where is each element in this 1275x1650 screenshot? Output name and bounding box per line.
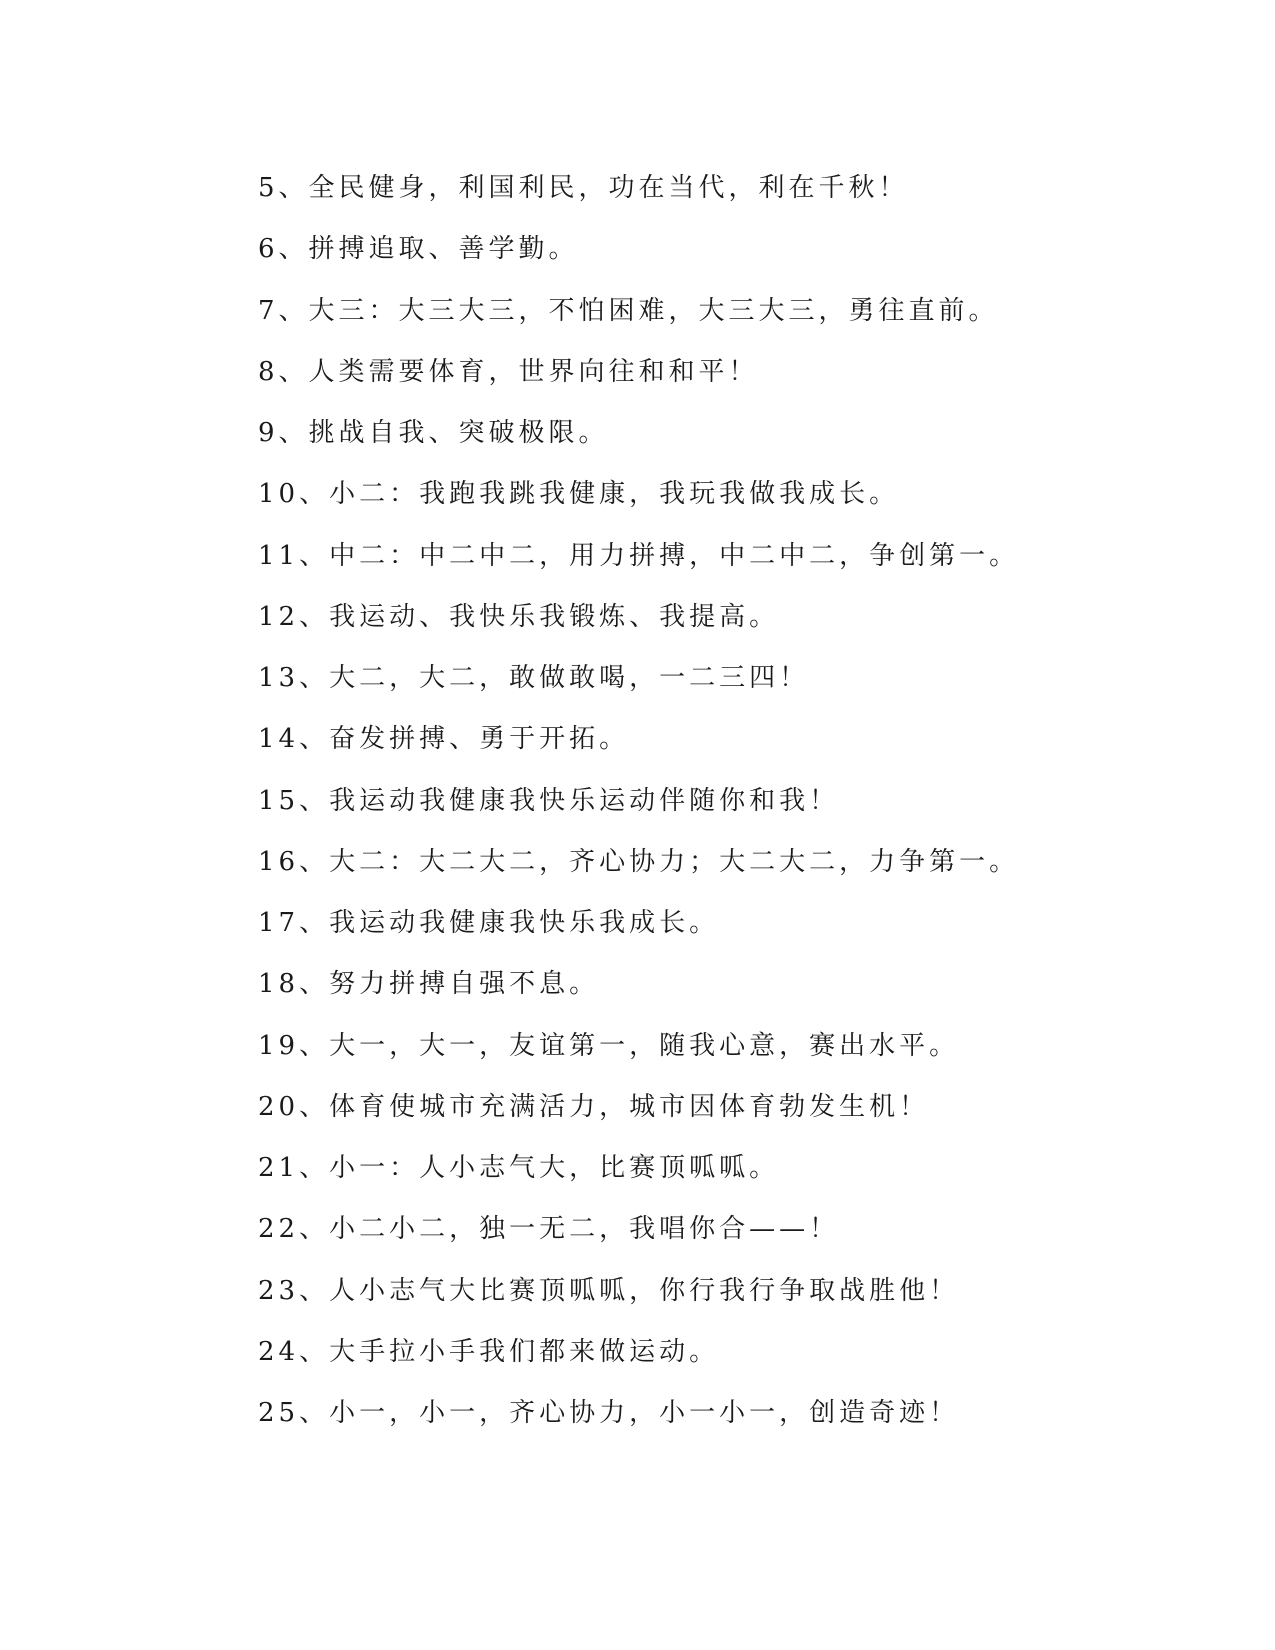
slogan-line: 14、奋发拼搏、勇于开拓。: [258, 724, 630, 755]
slogan-line: 19、大一，大一，友谊第一，随我心意，赛出水平。: [258, 1030, 960, 1061]
slogan-line: 11、中二：中二中二，用力拼搏，中二中二，争创第一。: [258, 540, 1020, 571]
slogan-line: 10、小二：我跑我跳我健康，我玩我做我成长。: [258, 479, 900, 510]
slogan-line: 22、小二小二，独一无二，我唱你合——！: [258, 1214, 840, 1245]
slogan-list: [258, 168, 1158, 1454]
slogan-line: 6、拼搏追取、善学勤。: [258, 234, 579, 265]
slogan-line: 5、全民健身，利国利民，功在当代，利在千秋！: [258, 173, 909, 203]
slogan-line: 12、我运动、我快乐我锻炼、我提高。: [258, 601, 780, 632]
slogan-line: 8、人类需要体育，世界向往和和平！: [258, 356, 759, 387]
slogan-line: 25、小一，小一，齐心协力，小一小一，创造奇迹！: [258, 1398, 960, 1428]
slogan-line: 18、努力拼搏自强不息。: [258, 969, 600, 1000]
slogan-line: 23、人小志气大比赛顶呱呱，你行我行争取战胜他！: [258, 1275, 960, 1306]
slogan-line: 9、挑战自我、突破极限。: [258, 418, 609, 448]
slogan-line: 16、大二：大二大二，齐心协力；大二大二，力争第一。: [258, 846, 1020, 877]
slogan-line: 21、小一：人小志气大，比赛顶呱呱。: [258, 1153, 780, 1183]
slogan-line: 17、我运动我健康我快乐我成长。: [258, 908, 720, 938]
slogan-line: 15、我运动我健康我快乐运动伴随你和我！: [258, 785, 840, 816]
slogan-line: 20、体育使城市充满活力，城市因体育勃发生机！: [258, 1091, 930, 1122]
slogan-line: 24、大手拉小手我们都来做运动。: [258, 1336, 720, 1367]
slogan-line: 13、大二，大二，敢做敢喝，一二三四！: [258, 663, 810, 693]
slogan-line: 7、大三：大三大三，不怕困难，大三大三，勇往直前。: [258, 295, 999, 326]
